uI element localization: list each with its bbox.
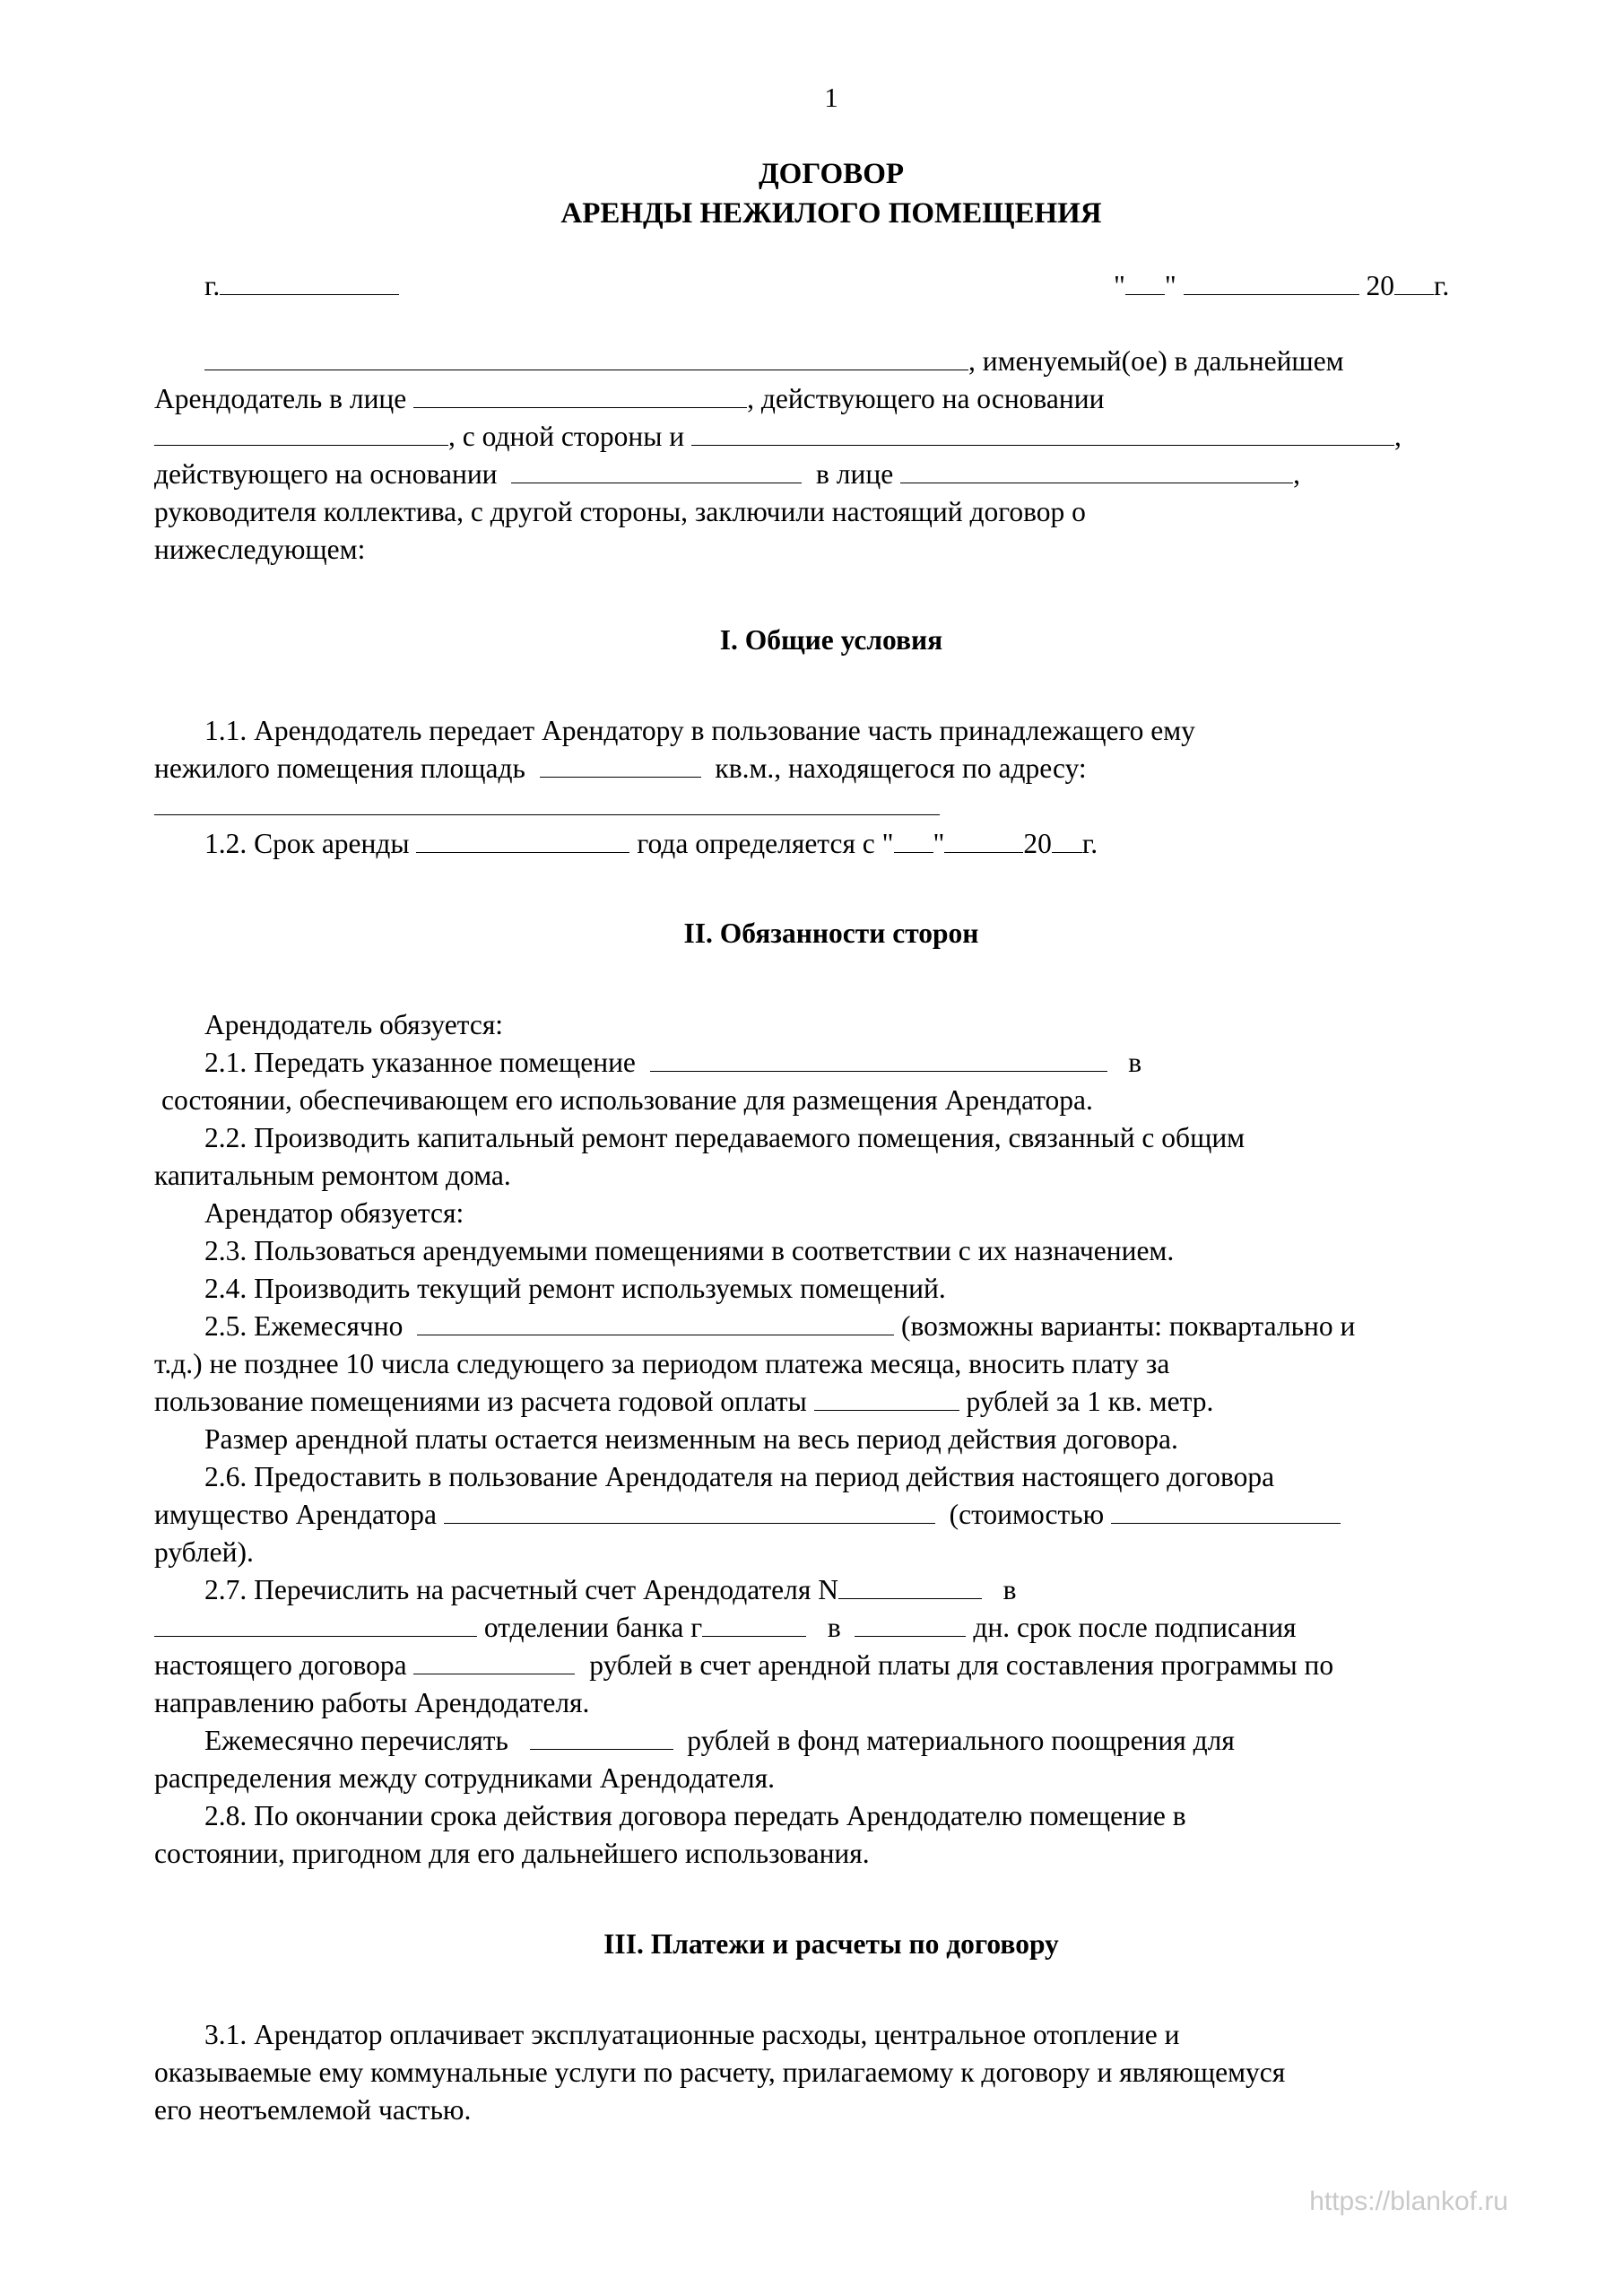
- fund-sum-blank: [530, 1722, 673, 1750]
- bank-city-blank: [702, 1609, 806, 1637]
- document-page: 1 ДОГОВОР АРЕНДЫ НЕЖИЛОГО ПОМЕЩЕНИЯ г. " " 20 г. , именуемый(ое) в дальнейшем Арендодатель в лице , действующего на основании , с одной стороны и , действующего на основании в лице , руководителя коллектива, с другой стороны, заключили настоящий договор о нижеследующем: I. Общие условия 1.1. Арендодатель передает Арендатору в пользование часть принадлежащего ему нежилого помещения площадь кв.м., находящегося по адресу: 1.2. Срок аренды года определяется с " " 20 г. II. Обязанности сторон Арендодатель обязуется: 2.1. Передать указанное помещение в состоянии, обеспечивающем его использование для размещения Арендатора. 2.2. Производить капитальный ремонт передаваемого помещения, связанный с общим капитальным ремонтом дома. Арендатор обязуется: 2.3. Пользоваться арендуемыми помещениями в соответствии с их назначением. 2.4. Производить текущий ремонт используемых помещений. 2.5. Ежемесячно (возможны варианты: поквартально и т.д.) не позднее 10 числа следующего за периодом платежа месяца, вносить плату за пользование помещениями из расчета годовой оплаты рублей за 1 кв. метр. Размер арендной платы остается неизменным на весь период действия договора. 2.6. Предоставить в пользование Арендодателя на период действия настоящего договора имущество Арендатора (стоимостью рублей). 2.7. Перечислить на расчетный счет Арендодателя N в отделении банка г в дн. срок после подписания настоящего договора рублей в счет арендной платы для составления программы по направлению работы Арендодателя. Ежемесячно перечислять рублей в фонд материального поощрения для распределения между сотрудниками Арендодателя. 2.8. По окончании срока действия договора передать Арендодателю помещение в состоянии, пригодном для его дальнейшего использования. III. Платежи и расчеты по договору 3.1. Арендатор оплачивает эксплуатационные расходы, центральное отопление и оказываемые ему коммунальные услуги по расчету, прилагаемому к договору и являющемуся его неотъемлемой частью.: [154, 0, 1508, 2296]
- clause-3-1-line-3: его неотъемлемой частью.: [154, 2094, 472, 2126]
- document-title: [154, 154, 1508, 233]
- title-line-2: АРЕНДЫ НЕЖИЛОГО ПОМЕЩЕНИЯ: [560, 197, 1102, 230]
- clause-1-2: 1.2. Срок аренды года определяется с " " 20 г.: [154, 825, 1558, 863]
- month-blank: [1184, 267, 1359, 295]
- term-blank: [416, 825, 629, 853]
- sum-blank: [413, 1647, 575, 1674]
- clause-3-1: 3.1. Арендатор оплачивает эксплуатационные расходы, центральное отопление и: [204, 2019, 1180, 2050]
- clause-1-1-line-2: нежилого помещения площадь кв.м., находящегося по адресу:: [154, 750, 1508, 787]
- clause-2-4: 2.4. Производить текущий ремонт используемых помещений.: [204, 1273, 946, 1304]
- clause-2-5-line-2: т.д.) не позднее 10 числа следующего за периодом платежа месяца, вносить плату за: [154, 1348, 1170, 1379]
- landlord-obliged: Арендодатель обязуется:: [204, 1009, 504, 1040]
- landlord-rep-blank: [413, 380, 747, 408]
- preamble-line-6: нижеследующем:: [154, 534, 366, 565]
- clause-2-7-line-3: настоящего договора рублей в счет арендной платы для составления программы по: [154, 1647, 1508, 1684]
- days-blank: [855, 1609, 966, 1637]
- basis-blank: [154, 418, 448, 446]
- basis2-blank: [511, 456, 802, 483]
- area-blank: [540, 750, 701, 778]
- preamble-line-3: , с одной стороны и ,: [154, 418, 1508, 456]
- rent-note: Размер арендной платы остается неизменным на весь период действия договора.: [204, 1423, 1178, 1455]
- clause-2-1-line-2: состоянии, обеспечивающем его использование для размещения Арендатора.: [161, 1084, 1093, 1116]
- party2-blank: [691, 418, 1394, 446]
- annual-rate-blank: [814, 1383, 959, 1411]
- day-blank: [1125, 267, 1165, 295]
- address-blank: [154, 787, 940, 815]
- clause-2-5-line-3: пользование помещениями из расчета годовой оплаты рублей за 1 кв. метр.: [154, 1383, 1508, 1421]
- monthly-transfer: Ежемесячно перечислять рублей в фонд материального поощрения для: [154, 1722, 1558, 1760]
- clause-2-6: 2.6. Предоставить в пользование Арендодателя на период действия настоящего договора: [204, 1461, 1275, 1492]
- preamble-line-2: Арендодатель в лице , действующего на основании: [154, 380, 1508, 418]
- clause-2-7-line-2: отделении банка г в дн. срок после подписания: [154, 1609, 1508, 1647]
- clause-2-1: 2.1. Передать указанное помещение в: [154, 1044, 1558, 1082]
- clause-2-2-line-2: капитальным ремонтом дома.: [154, 1160, 511, 1191]
- year-blank: [1394, 267, 1434, 295]
- property-blank: [444, 1496, 935, 1524]
- section-1-heading: I. Общие условия: [719, 624, 943, 656]
- clause-2-5: 2.5. Ежемесячно (возможны варианты: поквартально и: [154, 1308, 1558, 1345]
- bank-blank: [154, 1609, 477, 1637]
- section-2-heading: II. Обязанности сторон: [683, 918, 979, 949]
- preamble-line-5: руководителя коллектива, с другой стороны, заключили настоящий договор о: [154, 496, 1086, 527]
- preamble-line-1: , именуемый(ое) в дальнейшем: [154, 343, 1508, 380]
- tenant-rep-blank: [900, 456, 1293, 483]
- clause-2-8-line-2: состоянии, пригодном для его дальнейшего использования.: [154, 1838, 870, 1869]
- city-prefix: г.: [204, 270, 221, 301]
- clause-2-6-line-3: рублей).: [154, 1536, 254, 1568]
- title-line-1: ДОГОВОР: [758, 158, 905, 190]
- account-blank: [838, 1571, 982, 1599]
- watermark-link[interactable]: https://blankof.ru: [1309, 2187, 1508, 2216]
- section-3-heading: III. Платежи и расчеты по договору: [603, 1928, 1059, 1960]
- party1-blank: [204, 343, 968, 370]
- clause-2-7: 2.7. Перечислить на расчетный счет Арендодателя N в: [154, 1571, 1558, 1609]
- value-blank: [1111, 1496, 1341, 1524]
- clause-2-6-line-2: имущество Арендатора (стоимостью: [154, 1496, 1508, 1534]
- clause-3-1-line-2: оказываемые ему коммунальные услуги по расчету, прилагаемому к договору и являющемуся: [154, 2057, 1286, 2088]
- address-line: [154, 787, 1508, 825]
- clause-2-7-line-4: направлению работы Арендодателя.: [154, 1687, 590, 1718]
- page-number: 1: [824, 82, 838, 113]
- premises-blank: [650, 1044, 1107, 1072]
- clause-2-2: 2.2. Производить капитальный ремонт передаваемого помещения, связанный с общим: [204, 1122, 1245, 1153]
- clause-1-1: 1.1. Арендодатель передает Арендатору в пользование часть принадлежащего ему: [204, 715, 1195, 746]
- monthly-transfer-line-2: распределения между сотрудниками Арендодателя.: [154, 1762, 776, 1794]
- city-blank: [220, 267, 399, 295]
- frequency-blank: [417, 1308, 894, 1335]
- clause-2-8: 2.8. По окончании срока действия договора передать Арендодателю помещение в: [204, 1800, 1186, 1831]
- tenant-obliged: Арендатор обязуется:: [204, 1197, 464, 1229]
- preamble-line-4: действующего на основании в лице ,: [154, 456, 1508, 493]
- clause-2-3: 2.3. Пользоваться арендуемыми помещениями в соответствии с их назначением.: [204, 1235, 1175, 1266]
